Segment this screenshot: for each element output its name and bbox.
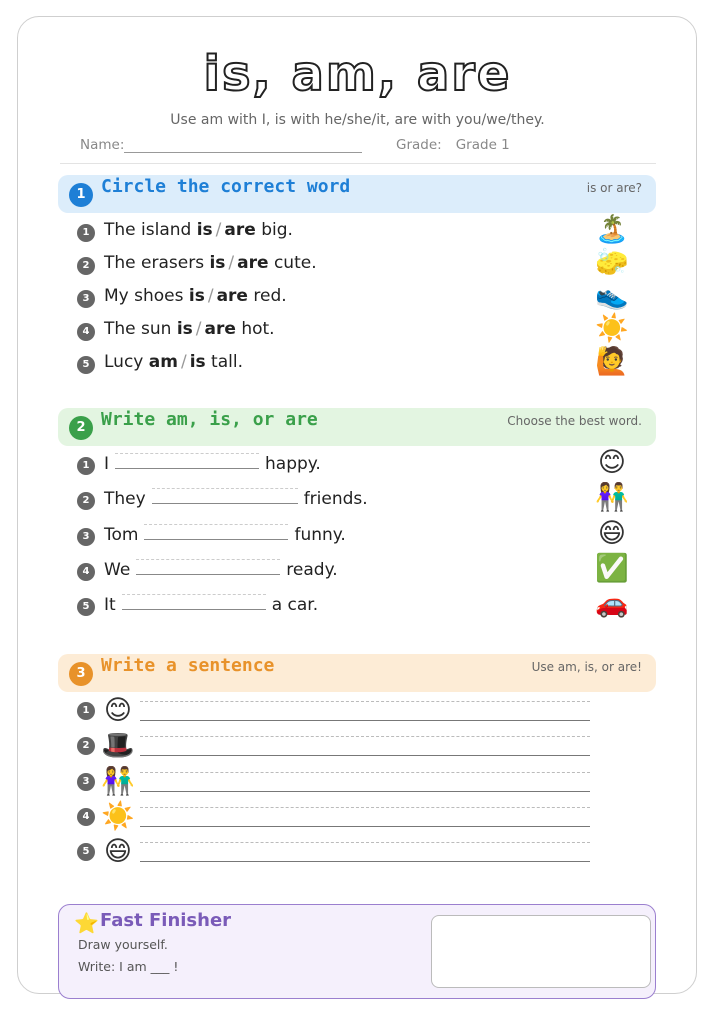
sentence xyxy=(104,594,318,615)
option-1[interactable]: is xyxy=(196,220,213,240)
picture-icon: ☀️ xyxy=(595,313,629,344)
sentence-start: The sun xyxy=(104,319,172,339)
worksheet-title: is, am, are xyxy=(203,46,512,102)
item-number: 4 xyxy=(77,563,95,581)
name-label: Name: xyxy=(80,137,125,153)
picture-icon: 😊 xyxy=(597,447,627,478)
section-1-title: Circle the correct word xyxy=(101,176,351,197)
sentence-end: big. xyxy=(261,220,293,240)
sentence xyxy=(104,352,243,372)
item-number: 2 xyxy=(77,257,95,275)
writing-line[interactable] xyxy=(140,701,590,721)
answer-blank[interactable] xyxy=(152,488,298,504)
sentence-end: hot. xyxy=(241,319,275,339)
option-2[interactable]: are xyxy=(237,253,269,273)
item-number: 3 xyxy=(77,528,95,546)
writing-line[interactable] xyxy=(140,807,590,827)
picture-icon: 🏝️ xyxy=(595,214,629,245)
sentence-start: We xyxy=(104,560,131,580)
section-3-hint: Use am, is, or are! xyxy=(531,660,642,674)
section-1-hint: is or are? xyxy=(586,181,642,195)
item-number: 2 xyxy=(77,492,95,510)
option-2[interactable]: are xyxy=(216,286,248,306)
sentence-start: Lucy xyxy=(104,352,144,372)
grade-field xyxy=(396,137,510,153)
section-1-badge: 1 xyxy=(69,183,93,207)
option-1[interactable]: is xyxy=(209,253,226,273)
item-number: 3 xyxy=(77,290,95,308)
item-number: 1 xyxy=(77,702,95,720)
item-number: 1 xyxy=(77,457,95,475)
item-number: 3 xyxy=(77,773,95,791)
writing-line[interactable] xyxy=(140,842,590,862)
answer-blank[interactable] xyxy=(144,524,288,540)
fast-finisher-title: Fast Finisher xyxy=(100,910,232,931)
sentence-start: I xyxy=(104,454,110,474)
answer-blank[interactable] xyxy=(122,594,266,610)
grade-label: Grade: xyxy=(396,137,442,153)
item-number: 4 xyxy=(77,808,95,826)
sentence-start: Tom xyxy=(104,525,139,545)
name-field[interactable] xyxy=(80,137,362,153)
option-1[interactable]: am xyxy=(148,352,178,372)
picture-icon: ✅ xyxy=(595,553,629,584)
sentence-end: funny. xyxy=(294,525,346,545)
option-separator: / xyxy=(180,352,187,372)
item-number: 5 xyxy=(77,356,95,374)
item-number: 2 xyxy=(77,737,95,755)
sentence xyxy=(104,559,338,580)
section-2-hint: Choose the best word. xyxy=(507,414,642,428)
picture-icon: 🧽 xyxy=(595,247,629,278)
section-3-header xyxy=(58,654,656,692)
section-2-title: Write am, is, or are xyxy=(101,409,318,430)
fast-finisher-instruction-write: Write: I am ___ ! xyxy=(78,959,179,974)
option-separator: / xyxy=(195,319,202,339)
sentence-start: It xyxy=(104,595,116,615)
sentence-end: tall. xyxy=(211,352,243,372)
header-divider xyxy=(60,163,656,164)
section-3-title: Write a sentence xyxy=(101,655,275,676)
option-2[interactable]: is xyxy=(189,352,206,372)
sentence xyxy=(104,453,321,474)
picture-icon: 👫 xyxy=(595,482,629,513)
section-2-badge: 2 xyxy=(69,416,93,440)
sentence-end: ready. xyxy=(286,560,338,580)
sentence-end: a car. xyxy=(271,595,319,615)
sentence-end: cute. xyxy=(273,253,317,273)
sentence xyxy=(104,253,317,273)
name-line[interactable] xyxy=(124,138,362,153)
option-separator: / xyxy=(215,220,222,240)
sentence xyxy=(104,319,275,339)
sentence-start: The island xyxy=(104,220,192,240)
grade-value: Grade 1 xyxy=(455,137,510,153)
sentence xyxy=(104,220,293,240)
picture-icon: 🙋 xyxy=(595,346,629,377)
writing-line[interactable] xyxy=(140,736,590,756)
item-number: 5 xyxy=(77,843,95,861)
section-1-header xyxy=(58,175,656,213)
drawing-box[interactable] xyxy=(431,915,651,988)
option-2[interactable]: are xyxy=(204,319,236,339)
picture-icon: 😄 xyxy=(597,518,627,549)
sentence-end: happy. xyxy=(265,454,321,474)
option-separator: / xyxy=(207,286,214,306)
option-separator: / xyxy=(228,253,235,273)
picture-icon: 😄 xyxy=(103,836,133,867)
picture-icon: 🚗 xyxy=(595,588,629,619)
item-number: 4 xyxy=(77,323,95,341)
sentence-end: friends. xyxy=(303,489,368,509)
picture-icon: 👫 xyxy=(101,766,135,797)
option-2[interactable]: are xyxy=(224,220,256,240)
sentence-start: My shoes xyxy=(104,286,184,306)
sentence-start: The erasers xyxy=(104,253,205,273)
picture-icon: 🎩 xyxy=(101,730,135,761)
writing-line[interactable] xyxy=(140,772,590,792)
answer-blank[interactable] xyxy=(136,559,280,575)
item-number: 5 xyxy=(77,598,95,616)
worksheet-subtitle: Use am with I, is with he/she/it, are with you/we/they. xyxy=(170,112,545,128)
picture-icon: 😊 xyxy=(103,695,133,726)
sentence-start: They xyxy=(104,489,146,509)
item-number: 1 xyxy=(77,224,95,242)
sentence-end: red. xyxy=(253,286,287,306)
sentence xyxy=(104,488,368,509)
star-icon: ⭐ xyxy=(74,911,99,935)
answer-blank[interactable] xyxy=(115,453,259,469)
picture-icon: ☀️ xyxy=(101,801,135,832)
option-1[interactable]: is xyxy=(176,319,193,339)
section-2-header xyxy=(58,408,656,446)
sentence xyxy=(104,286,287,306)
section-3-badge: 3 xyxy=(69,662,93,686)
option-1[interactable]: is xyxy=(188,286,205,306)
fast-finisher-instruction-draw: Draw yourself. xyxy=(78,937,168,952)
picture-icon: 👟 xyxy=(595,280,629,311)
sentence xyxy=(104,524,346,545)
